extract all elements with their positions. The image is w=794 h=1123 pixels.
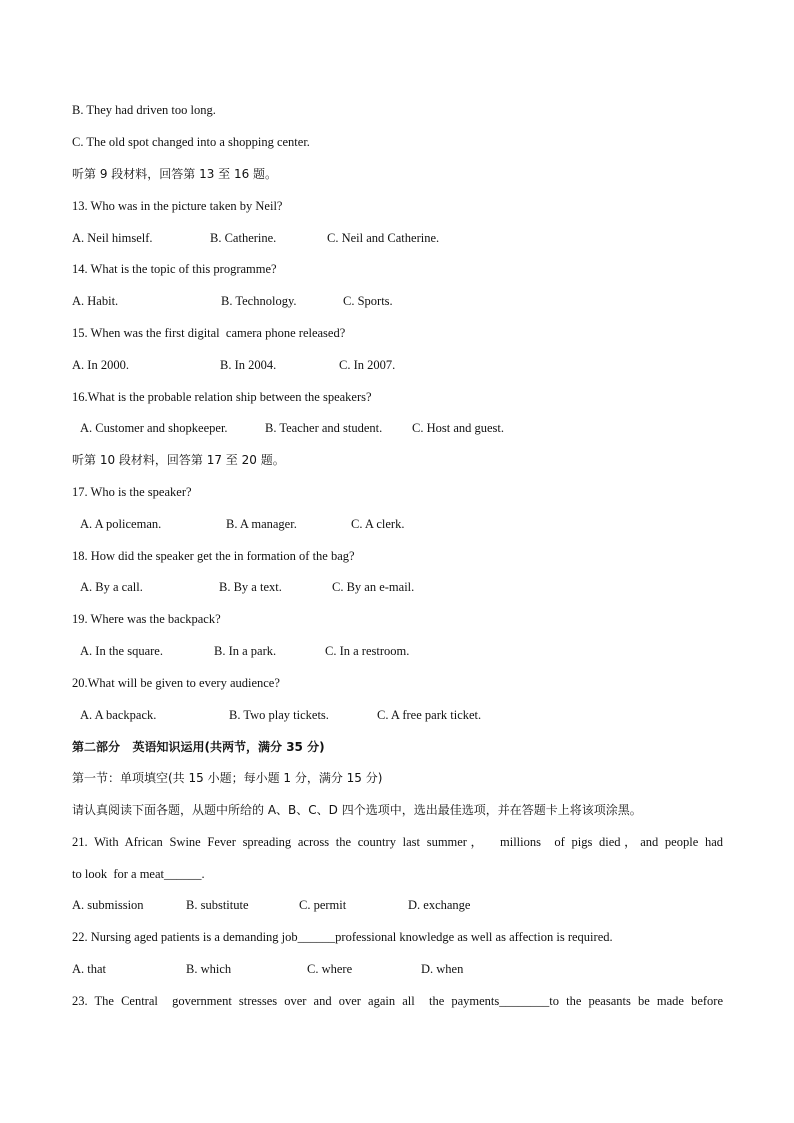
q20-option-b: B. Two play tickets. <box>229 708 329 722</box>
q22-option-a: A. that <box>72 962 107 976</box>
q20-option-a: A. A backpack. <box>80 708 157 722</box>
q18-option-c: C. By an e-mail. <box>332 580 415 594</box>
q13-option-b: B. Catherine. <box>210 231 277 245</box>
q21-option-a: A. submission <box>72 898 144 912</box>
q14-option-a: A. Habit. <box>72 294 119 308</box>
q17-option-a: A. A policeman. <box>80 517 162 531</box>
q22-option-d: D. when <box>421 962 464 976</box>
question-21-line-2: to look for a meat______. <box>72 867 205 881</box>
section-9-heading: 听第 9 段材料，回答第 13 至 16 题。 <box>72 167 278 181</box>
question-19: 19. Where was the backpack? <box>72 612 221 626</box>
question-13: 13. Who was in the picture taken by Neil? <box>72 199 283 213</box>
part-2-heading: 第二部分 英语知识运用(共两节，满分 35 分) <box>72 740 325 754</box>
q12-option-b: B. They had driven too long. <box>72 103 216 117</box>
q13-option-c: C. Neil and Catherine. <box>327 231 440 245</box>
question-18: 18. How did the speaker get the in formation of the bag? <box>72 549 355 563</box>
section-1-heading: 第一节：单项填空(共 15 小题；每小题 1 分，满分 15 分) <box>72 771 383 785</box>
question-23: 23. The Central government stresses over and over again all the payments________to the peasants be made before <box>72 994 723 1008</box>
q16-option-b: B. Teacher and student. <box>265 421 383 435</box>
question-21-line-1: 21. With African Swine Fever spreading across the country last summer， millions of pigs died，and people had <box>72 835 723 849</box>
question-22: 22. Nursing aged patients is a demanding job______professional knowledge as well as affection is required. <box>72 930 613 944</box>
q18-option-b: B. By a text. <box>219 580 282 594</box>
q21-option-c: C. permit <box>299 898 347 912</box>
q14-option-b: B. Technology. <box>221 294 297 308</box>
q18-option-a: A. By a call. <box>80 580 143 594</box>
q14-option-c: C. Sports. <box>343 294 393 308</box>
q15-option-a: A. In 2000. <box>72 358 129 372</box>
q16-option-c: C. Host and guest. <box>412 421 505 435</box>
q20-option-c: C. A free park ticket. <box>377 708 482 722</box>
q19-option-b: B. In a park. <box>214 644 277 658</box>
question-20: 20.What will be given to every audience? <box>72 676 280 690</box>
q17-option-b: B. A manager. <box>226 517 297 531</box>
question-16: 16.What is the probable relation ship between the speakers? <box>72 390 372 404</box>
q21-option-d: D. exchange <box>408 898 471 912</box>
q19-option-a: A. In the square. <box>80 644 163 658</box>
section-10-heading: 听第 10 段材料，回答第 17 至 20 题。 <box>72 453 285 467</box>
question-17: 17. Who is the speaker? <box>72 485 192 499</box>
q12-option-c: C. The old spot changed into a shopping center. <box>72 135 310 149</box>
q17-option-c: C. A clerk. <box>351 517 405 531</box>
instructions: 请认真阅读下面各题，从题中所给的 A、B、C、D 四个选项中，选出最佳选项，并在答题卡上将该项涂黑。 <box>72 803 642 817</box>
question-14: 14. What is the topic of this programme? <box>72 262 277 276</box>
q16-option-a: A. Customer and shopkeeper. <box>80 421 228 435</box>
q15-option-c: C. In 2007. <box>339 358 396 372</box>
q15-option-b: B. In 2004. <box>220 358 277 372</box>
question-15: 15. When was the first digital camera phone released? <box>72 326 346 340</box>
q13-option-a: A. Neil himself. <box>72 231 153 245</box>
q19-option-c: C. In a restroom. <box>325 644 410 658</box>
q22-option-c: C. where <box>307 962 353 976</box>
q21-option-b: B. substitute <box>186 898 249 912</box>
q22-option-b: B. which <box>186 962 232 976</box>
